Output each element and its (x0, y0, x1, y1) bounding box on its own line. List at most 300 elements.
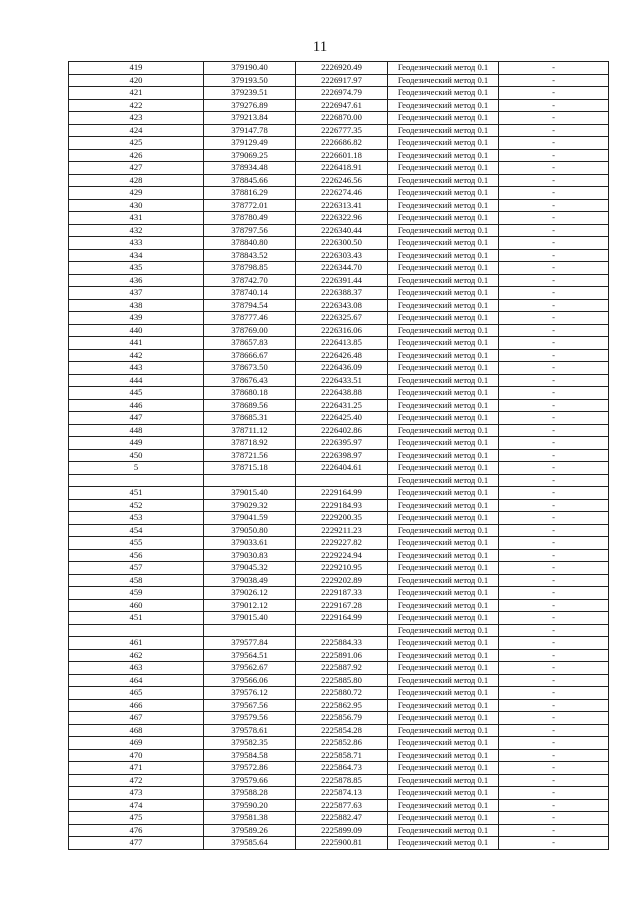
y-coordinate-cell: 2226391.44 (296, 274, 388, 287)
table-row (69, 324, 609, 337)
x-coordinate-cell: 379069.25 (204, 149, 296, 162)
x-coordinate-cell: 378657.83 (204, 337, 296, 350)
x-coordinate-cell: 379585.64 (204, 837, 296, 850)
accuracy-cell: - (499, 587, 609, 600)
table-row (69, 424, 609, 437)
table-row (69, 587, 609, 600)
method-cell: Геодезический метод 0.1 (388, 137, 499, 150)
table-row (69, 537, 609, 550)
y-coordinate-cell: 2226436.09 (296, 362, 388, 375)
table-row (69, 499, 609, 512)
point-number-cell: 455 (69, 537, 204, 550)
accuracy-cell: - (499, 487, 609, 500)
method-cell: Геодезический метод 0.1 (388, 474, 499, 487)
accuracy-cell: - (499, 187, 609, 200)
y-coordinate-cell: 2226433.51 (296, 374, 388, 387)
method-cell: Геодезический метод 0.1 (388, 249, 499, 262)
accuracy-cell: - (499, 474, 609, 487)
y-coordinate-cell: 2229211.23 (296, 524, 388, 537)
y-coordinate-cell: 2229210.95 (296, 562, 388, 575)
y-coordinate-cell: 2229164.99 (296, 487, 388, 500)
point-number-cell: 461 (69, 637, 204, 650)
y-coordinate-cell: 2225854.28 (296, 724, 388, 737)
point-number-cell: 476 (69, 824, 204, 837)
method-cell: Геодезический метод 0.1 (388, 324, 499, 337)
x-coordinate-cell: 379582.35 (204, 737, 296, 750)
x-coordinate-cell: 378676.43 (204, 374, 296, 387)
method-cell: Геодезический метод 0.1 (388, 662, 499, 675)
accuracy-cell: - (499, 149, 609, 162)
x-coordinate-cell: 378680.18 (204, 387, 296, 400)
accuracy-cell: - (499, 712, 609, 725)
x-coordinate-cell: 379193.50 (204, 74, 296, 87)
x-coordinate-cell: 379015.40 (204, 612, 296, 625)
y-coordinate-cell: 2225882.47 (296, 812, 388, 825)
accuracy-cell: - (499, 699, 609, 712)
method-cell: Геодезический метод 0.1 (388, 637, 499, 650)
method-cell: Геодезический метод 0.1 (388, 224, 499, 237)
method-cell: Геодезический метод 0.1 (388, 387, 499, 400)
y-coordinate-cell: 2226777.35 (296, 124, 388, 137)
table-row (69, 62, 609, 75)
table-row (69, 574, 609, 587)
table-row (69, 662, 609, 675)
point-number-cell: 446 (69, 399, 204, 412)
table-row (69, 299, 609, 312)
point-number-cell: 424 (69, 124, 204, 137)
point-number-cell: 465 (69, 687, 204, 700)
point-number-cell: 464 (69, 674, 204, 687)
point-number-cell: 471 (69, 762, 204, 775)
accuracy-cell: - (499, 349, 609, 362)
point-number-cell: 422 (69, 99, 204, 112)
method-cell: Геодезический метод 0.1 (388, 462, 499, 475)
x-coordinate-cell: 379276.89 (204, 99, 296, 112)
method-cell: Геодезический метод 0.1 (388, 362, 499, 375)
method-cell: Геодезический метод 0.1 (388, 374, 499, 387)
method-cell: Геодезический метод 0.1 (388, 262, 499, 275)
x-coordinate-cell: 379030.83 (204, 549, 296, 562)
point-number-cell: 435 (69, 262, 204, 275)
point-number-cell: 459 (69, 587, 204, 600)
table-row (69, 699, 609, 712)
accuracy-cell: - (499, 762, 609, 775)
accuracy-cell: - (499, 374, 609, 387)
y-coordinate-cell: 2226974.79 (296, 87, 388, 100)
point-number-cell: 442 (69, 349, 204, 362)
method-cell: Геодезический метод 0.1 (388, 412, 499, 425)
y-coordinate-cell: 2226686.82 (296, 137, 388, 150)
method-cell: Геодезический метод 0.1 (388, 487, 499, 500)
accuracy-cell: - (499, 837, 609, 850)
x-coordinate-cell: 379041.59 (204, 512, 296, 525)
accuracy-cell: - (499, 162, 609, 175)
y-coordinate-cell: 2225899.09 (296, 824, 388, 837)
method-cell: Геодезический метод 0.1 (388, 824, 499, 837)
method-cell: Геодезический метод 0.1 (388, 112, 499, 125)
table-row (69, 349, 609, 362)
y-coordinate-cell: 2226343.08 (296, 299, 388, 312)
point-number-cell: 472 (69, 774, 204, 787)
y-coordinate-cell: 2226316.06 (296, 324, 388, 337)
point-number-cell: 420 (69, 74, 204, 87)
x-coordinate-cell: 379578.61 (204, 724, 296, 737)
x-coordinate-cell: 378772.01 (204, 199, 296, 212)
point-number-cell: 5 (69, 462, 204, 475)
method-cell: Геодезический метод 0.1 (388, 149, 499, 162)
y-coordinate-cell: 2226274.46 (296, 187, 388, 200)
point-number-cell: 423 (69, 112, 204, 125)
accuracy-cell: - (499, 237, 609, 250)
table-row (69, 124, 609, 137)
x-coordinate-cell: 379567.56 (204, 699, 296, 712)
point-number-cell: 419 (69, 62, 204, 75)
y-coordinate-cell: 2226870.00 (296, 112, 388, 125)
table-row (69, 199, 609, 212)
accuracy-cell: - (499, 212, 609, 225)
accuracy-cell: - (499, 637, 609, 650)
accuracy-cell: - (499, 462, 609, 475)
method-cell: Геодезический метод 0.1 (388, 524, 499, 537)
point-number-cell: 458 (69, 574, 204, 587)
point-number-cell: 428 (69, 174, 204, 187)
point-number-cell: 445 (69, 387, 204, 400)
y-coordinate-cell: 2229202.89 (296, 574, 388, 587)
y-coordinate-cell: 2226431.25 (296, 399, 388, 412)
y-coordinate-cell: 2226920.49 (296, 62, 388, 75)
accuracy-cell: - (499, 249, 609, 262)
x-coordinate-cell: 379589.26 (204, 824, 296, 837)
accuracy-cell: - (499, 624, 609, 637)
y-coordinate-cell: 2226426.48 (296, 349, 388, 362)
table-row (69, 599, 609, 612)
y-coordinate-cell: 2225878.85 (296, 774, 388, 787)
x-coordinate-cell: 379012.12 (204, 599, 296, 612)
x-coordinate-cell: 379579.66 (204, 774, 296, 787)
x-coordinate-cell: 379045.32 (204, 562, 296, 575)
y-coordinate-cell: 2229224.94 (296, 549, 388, 562)
point-number-cell: 474 (69, 799, 204, 812)
x-coordinate-cell: 378798.85 (204, 262, 296, 275)
method-cell: Геодезический метод 0.1 (388, 399, 499, 412)
point-number-cell: 477 (69, 837, 204, 850)
point-number-cell: 466 (69, 699, 204, 712)
x-coordinate-cell: 378777.46 (204, 312, 296, 325)
point-number-cell: 436 (69, 274, 204, 287)
point-number-cell (69, 474, 204, 487)
x-coordinate-cell: 378843.52 (204, 249, 296, 262)
y-coordinate-cell: 2225862.95 (296, 699, 388, 712)
method-cell: Геодезический метод 0.1 (388, 299, 499, 312)
y-coordinate-cell: 2226404.61 (296, 462, 388, 475)
table-row (69, 737, 609, 750)
accuracy-cell: - (499, 412, 609, 425)
y-coordinate-cell: 2226402.86 (296, 424, 388, 437)
table-row (69, 649, 609, 662)
accuracy-cell: - (499, 799, 609, 812)
table-row (69, 624, 609, 637)
point-number-cell: 431 (69, 212, 204, 225)
x-coordinate-cell: 378721.56 (204, 449, 296, 462)
method-cell: Геодезический метод 0.1 (388, 837, 499, 850)
x-coordinate-cell: 379029.32 (204, 499, 296, 512)
x-coordinate-cell: 378742.70 (204, 274, 296, 287)
method-cell: Геодезический метод 0.1 (388, 499, 499, 512)
x-coordinate-cell: 379566.06 (204, 674, 296, 687)
accuracy-cell: - (499, 112, 609, 125)
table-row (69, 687, 609, 700)
table-row (69, 237, 609, 250)
method-cell: Геодезический метод 0.1 (388, 199, 499, 212)
method-cell: Геодезический метод 0.1 (388, 287, 499, 300)
accuracy-cell: - (499, 737, 609, 750)
method-cell: Геодезический метод 0.1 (388, 74, 499, 87)
accuracy-cell: - (499, 174, 609, 187)
y-coordinate-cell: 2226601.18 (296, 149, 388, 162)
table-row (69, 412, 609, 425)
x-coordinate-cell: 378794.54 (204, 299, 296, 312)
page-number: 11 (312, 39, 328, 55)
y-coordinate-cell: 2226413.85 (296, 337, 388, 350)
accuracy-cell: - (499, 62, 609, 75)
point-number-cell: 450 (69, 449, 204, 462)
accuracy-cell: - (499, 812, 609, 825)
y-coordinate-cell: 2225887.92 (296, 662, 388, 675)
y-coordinate-cell: 2225884.33 (296, 637, 388, 650)
method-cell: Геодезический метод 0.1 (388, 237, 499, 250)
method-cell: Геодезический метод 0.1 (388, 612, 499, 625)
table-row (69, 399, 609, 412)
accuracy-cell: - (499, 287, 609, 300)
accuracy-cell: - (499, 224, 609, 237)
x-coordinate-cell: 378685.31 (204, 412, 296, 425)
point-number-cell: 447 (69, 412, 204, 425)
accuracy-cell: - (499, 649, 609, 662)
table-row (69, 137, 609, 150)
point-number-cell: 452 (69, 499, 204, 512)
method-cell: Геодезический метод 0.1 (388, 762, 499, 775)
point-number-cell: 468 (69, 724, 204, 737)
method-cell: Геодезический метод 0.1 (388, 749, 499, 762)
method-cell: Геодезический метод 0.1 (388, 187, 499, 200)
table-row (69, 674, 609, 687)
y-coordinate-cell: 2225856.79 (296, 712, 388, 725)
table-row (69, 512, 609, 525)
table-row (69, 724, 609, 737)
method-cell: Геодезический метод 0.1 (388, 649, 499, 662)
accuracy-cell: - (499, 437, 609, 450)
point-number-cell: 473 (69, 787, 204, 800)
x-coordinate-cell: 379033.61 (204, 537, 296, 550)
y-coordinate-cell: 2226395.97 (296, 437, 388, 450)
table-row (69, 549, 609, 562)
table-row (69, 87, 609, 100)
accuracy-cell: - (499, 387, 609, 400)
table-row (69, 749, 609, 762)
accuracy-cell: - (499, 449, 609, 462)
x-coordinate-cell: 379026.12 (204, 587, 296, 600)
accuracy-cell: - (499, 599, 609, 612)
accuracy-cell: - (499, 524, 609, 537)
x-coordinate-cell: 379590.20 (204, 799, 296, 812)
method-cell: Геодезический метод 0.1 (388, 737, 499, 750)
y-coordinate-cell: 2226300.50 (296, 237, 388, 250)
x-coordinate-cell: 378797.56 (204, 224, 296, 237)
accuracy-cell: - (499, 824, 609, 837)
x-coordinate-cell (204, 624, 296, 637)
method-cell: Геодезический метод 0.1 (388, 449, 499, 462)
y-coordinate-cell: 2229164.99 (296, 612, 388, 625)
point-number-cell: 439 (69, 312, 204, 325)
x-coordinate-cell: 378780.49 (204, 212, 296, 225)
x-coordinate-cell: 379564.51 (204, 649, 296, 662)
method-cell: Геодезический метод 0.1 (388, 812, 499, 825)
point-number-cell: 440 (69, 324, 204, 337)
y-coordinate-cell: 2226325.67 (296, 312, 388, 325)
accuracy-cell: - (499, 549, 609, 562)
method-cell: Геодезический метод 0.1 (388, 774, 499, 787)
point-number-cell: 454 (69, 524, 204, 537)
method-cell: Геодезический метод 0.1 (388, 274, 499, 287)
table-row (69, 774, 609, 787)
accuracy-cell: - (499, 399, 609, 412)
y-coordinate-cell (296, 474, 388, 487)
table-row (69, 787, 609, 800)
table-row (69, 112, 609, 125)
y-coordinate-cell: 2226398.97 (296, 449, 388, 462)
table-row (69, 462, 609, 475)
point-number-cell: 427 (69, 162, 204, 175)
x-coordinate-cell: 378715.18 (204, 462, 296, 475)
method-cell: Геодезический метод 0.1 (388, 549, 499, 562)
x-coordinate-cell: 379213.84 (204, 112, 296, 125)
accuracy-cell: - (499, 274, 609, 287)
accuracy-cell: - (499, 662, 609, 675)
y-coordinate-cell: 2225858.71 (296, 749, 388, 762)
x-coordinate-cell: 378673.50 (204, 362, 296, 375)
table-row (69, 837, 609, 850)
method-cell: Геодезический метод 0.1 (388, 537, 499, 550)
x-coordinate-cell: 378934.48 (204, 162, 296, 175)
y-coordinate-cell: 2225852.86 (296, 737, 388, 750)
table-row (69, 374, 609, 387)
x-coordinate-cell: 379147.78 (204, 124, 296, 137)
accuracy-cell: - (499, 362, 609, 375)
accuracy-cell: - (499, 787, 609, 800)
y-coordinate-cell: 2225891.06 (296, 649, 388, 662)
point-number-cell: 438 (69, 299, 204, 312)
accuracy-cell: - (499, 774, 609, 787)
method-cell: Геодезический метод 0.1 (388, 62, 499, 75)
x-coordinate-cell: 378711.12 (204, 424, 296, 437)
point-number-cell: 448 (69, 424, 204, 437)
point-number-cell: 443 (69, 362, 204, 375)
point-number-cell (69, 624, 204, 637)
accuracy-cell: - (499, 299, 609, 312)
accuracy-cell: - (499, 137, 609, 150)
point-number-cell: 470 (69, 749, 204, 762)
x-coordinate-cell (204, 474, 296, 487)
x-coordinate-cell: 379579.56 (204, 712, 296, 725)
x-coordinate-cell: 378816.29 (204, 187, 296, 200)
method-cell: Геодезический метод 0.1 (388, 212, 499, 225)
y-coordinate-cell: 2226322.96 (296, 212, 388, 225)
accuracy-cell: - (499, 612, 609, 625)
method-cell: Геодезический метод 0.1 (388, 512, 499, 525)
table-row (69, 824, 609, 837)
x-coordinate-cell: 379038.49 (204, 574, 296, 587)
accuracy-cell: - (499, 674, 609, 687)
y-coordinate-cell: 2225880.72 (296, 687, 388, 700)
y-coordinate-cell: 2226917.97 (296, 74, 388, 87)
table-row (69, 337, 609, 350)
y-coordinate-cell: 2225885.80 (296, 674, 388, 687)
y-coordinate-cell: 2226425.40 (296, 412, 388, 425)
coordinates-table-body (69, 62, 609, 850)
x-coordinate-cell: 378689.56 (204, 399, 296, 412)
point-number-cell: 457 (69, 562, 204, 575)
table-row (69, 524, 609, 537)
y-coordinate-cell: 2225874.13 (296, 787, 388, 800)
method-cell: Геодезический метод 0.1 (388, 699, 499, 712)
method-cell: Геодезический метод 0.1 (388, 87, 499, 100)
method-cell: Геодезический метод 0.1 (388, 349, 499, 362)
point-number-cell: 456 (69, 549, 204, 562)
table-row (69, 274, 609, 287)
x-coordinate-cell: 379576.12 (204, 687, 296, 700)
point-number-cell: 432 (69, 224, 204, 237)
table-row (69, 262, 609, 275)
accuracy-cell: - (499, 499, 609, 512)
accuracy-cell: - (499, 512, 609, 525)
table-row (69, 449, 609, 462)
point-number-cell: 451 (69, 487, 204, 500)
point-number-cell: 475 (69, 812, 204, 825)
y-coordinate-cell: 2229167.28 (296, 599, 388, 612)
point-number-cell: 460 (69, 599, 204, 612)
y-coordinate-cell: 2229184.93 (296, 499, 388, 512)
point-number-cell: 434 (69, 249, 204, 262)
accuracy-cell: - (499, 537, 609, 550)
table-row (69, 149, 609, 162)
x-coordinate-cell: 379581.38 (204, 812, 296, 825)
method-cell: Геодезический метод 0.1 (388, 174, 499, 187)
accuracy-cell: - (499, 324, 609, 337)
accuracy-cell: - (499, 74, 609, 87)
point-number-cell: 463 (69, 662, 204, 675)
x-coordinate-cell: 378769.00 (204, 324, 296, 337)
method-cell: Геодезический метод 0.1 (388, 687, 499, 700)
method-cell: Геодезический метод 0.1 (388, 712, 499, 725)
y-coordinate-cell: 2229227.82 (296, 537, 388, 550)
y-coordinate-cell: 2226418.91 (296, 162, 388, 175)
point-number-cell: 444 (69, 374, 204, 387)
y-coordinate-cell (296, 624, 388, 637)
point-number-cell: 469 (69, 737, 204, 750)
point-number-cell: 433 (69, 237, 204, 250)
method-cell: Геодезический метод 0.1 (388, 787, 499, 800)
coordinates-table (68, 61, 609, 850)
table-row (69, 712, 609, 725)
x-coordinate-cell: 378740.14 (204, 287, 296, 300)
table-row (69, 162, 609, 175)
point-number-cell: 467 (69, 712, 204, 725)
x-coordinate-cell: 379239.51 (204, 87, 296, 100)
table-row (69, 187, 609, 200)
y-coordinate-cell: 2225877.63 (296, 799, 388, 812)
table-row (69, 249, 609, 262)
accuracy-cell: - (499, 99, 609, 112)
